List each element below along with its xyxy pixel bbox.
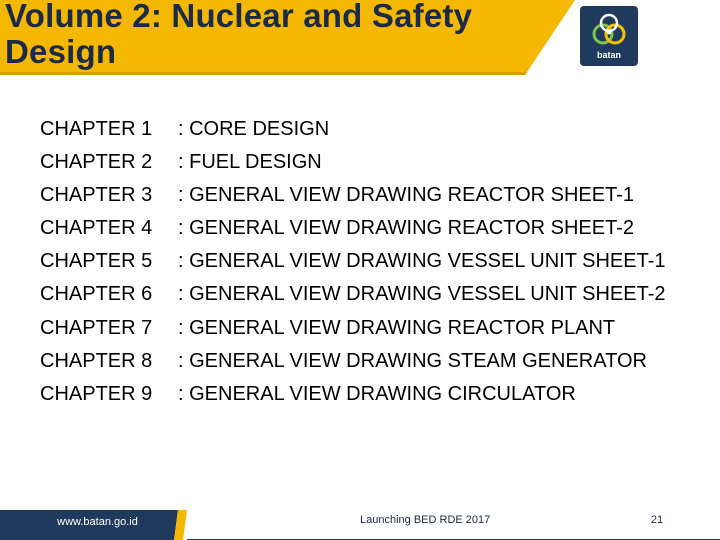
chapter-row: [40, 345, 666, 378]
chapter-list: [40, 113, 666, 411]
chapter-row: [40, 179, 666, 212]
chapter-number: CHAPTER 4: [40, 217, 153, 240]
chapter-title: : GENERAL VIEW DRAWING STEAM GENERATOR: [178, 349, 647, 372]
page-title: [5, 0, 472, 70]
footer-event-text: Launching BED RDE 2017: [360, 514, 491, 526]
chapter-number: CHAPTER 1: [40, 118, 153, 140]
chapter-title: : GENERAL VIEW DRAWING REACTOR PLANT: [178, 316, 616, 339]
chapter-number: CHAPTER 7: [40, 316, 153, 339]
chapter-title: : GENERAL VIEW DRAWING VESSEL UNIT SHEET-1: [178, 250, 666, 273]
chapter-row: [40, 278, 666, 311]
chapter-row: [40, 212, 666, 245]
chapter-title: : FUEL DESIGN: [178, 151, 322, 174]
chapter-row: [40, 113, 666, 146]
batan-logo-icon: [589, 12, 629, 52]
chapter-number: CHAPTER 2: [40, 151, 153, 174]
page-number: 21: [650, 514, 664, 526]
chapter-number: CHAPTER 3: [40, 184, 153, 207]
chapter-number: CHAPTER 8: [40, 349, 153, 372]
chapter-title: : CORE DESIGN: [178, 118, 330, 140]
footer-url-link[interactable]: www.batan.go.id: [57, 516, 138, 528]
chapter-row: [40, 245, 666, 278]
chapter-number: CHAPTER 5: [40, 250, 153, 273]
title-bar: [0, 0, 575, 75]
chapter-number: CHAPTER 6: [40, 283, 153, 306]
chapter-row: [40, 146, 666, 179]
chapter-title: : GENERAL VIEW DRAWING REACTOR SHEET-1: [178, 184, 634, 207]
logo-text: batan: [596, 50, 621, 60]
chapter-title: : GENERAL VIEW DRAWING CIRCULATOR: [178, 382, 576, 405]
chapter-title: : GENERAL VIEW DRAWING REACTOR SHEET-2: [178, 217, 634, 240]
chapter-row: [40, 378, 666, 411]
chapter-number: CHAPTER 9: [40, 382, 153, 405]
chapter-title: : GENERAL VIEW DRAWING VESSEL UNIT SHEET-2: [178, 283, 666, 306]
chapter-row: [40, 312, 666, 345]
batan-logo: [580, 6, 638, 66]
page-title-line-2: Design: [5, 33, 117, 70]
page-title-line-1: Volume 2: Nuclear and Safety: [5, 0, 473, 34]
